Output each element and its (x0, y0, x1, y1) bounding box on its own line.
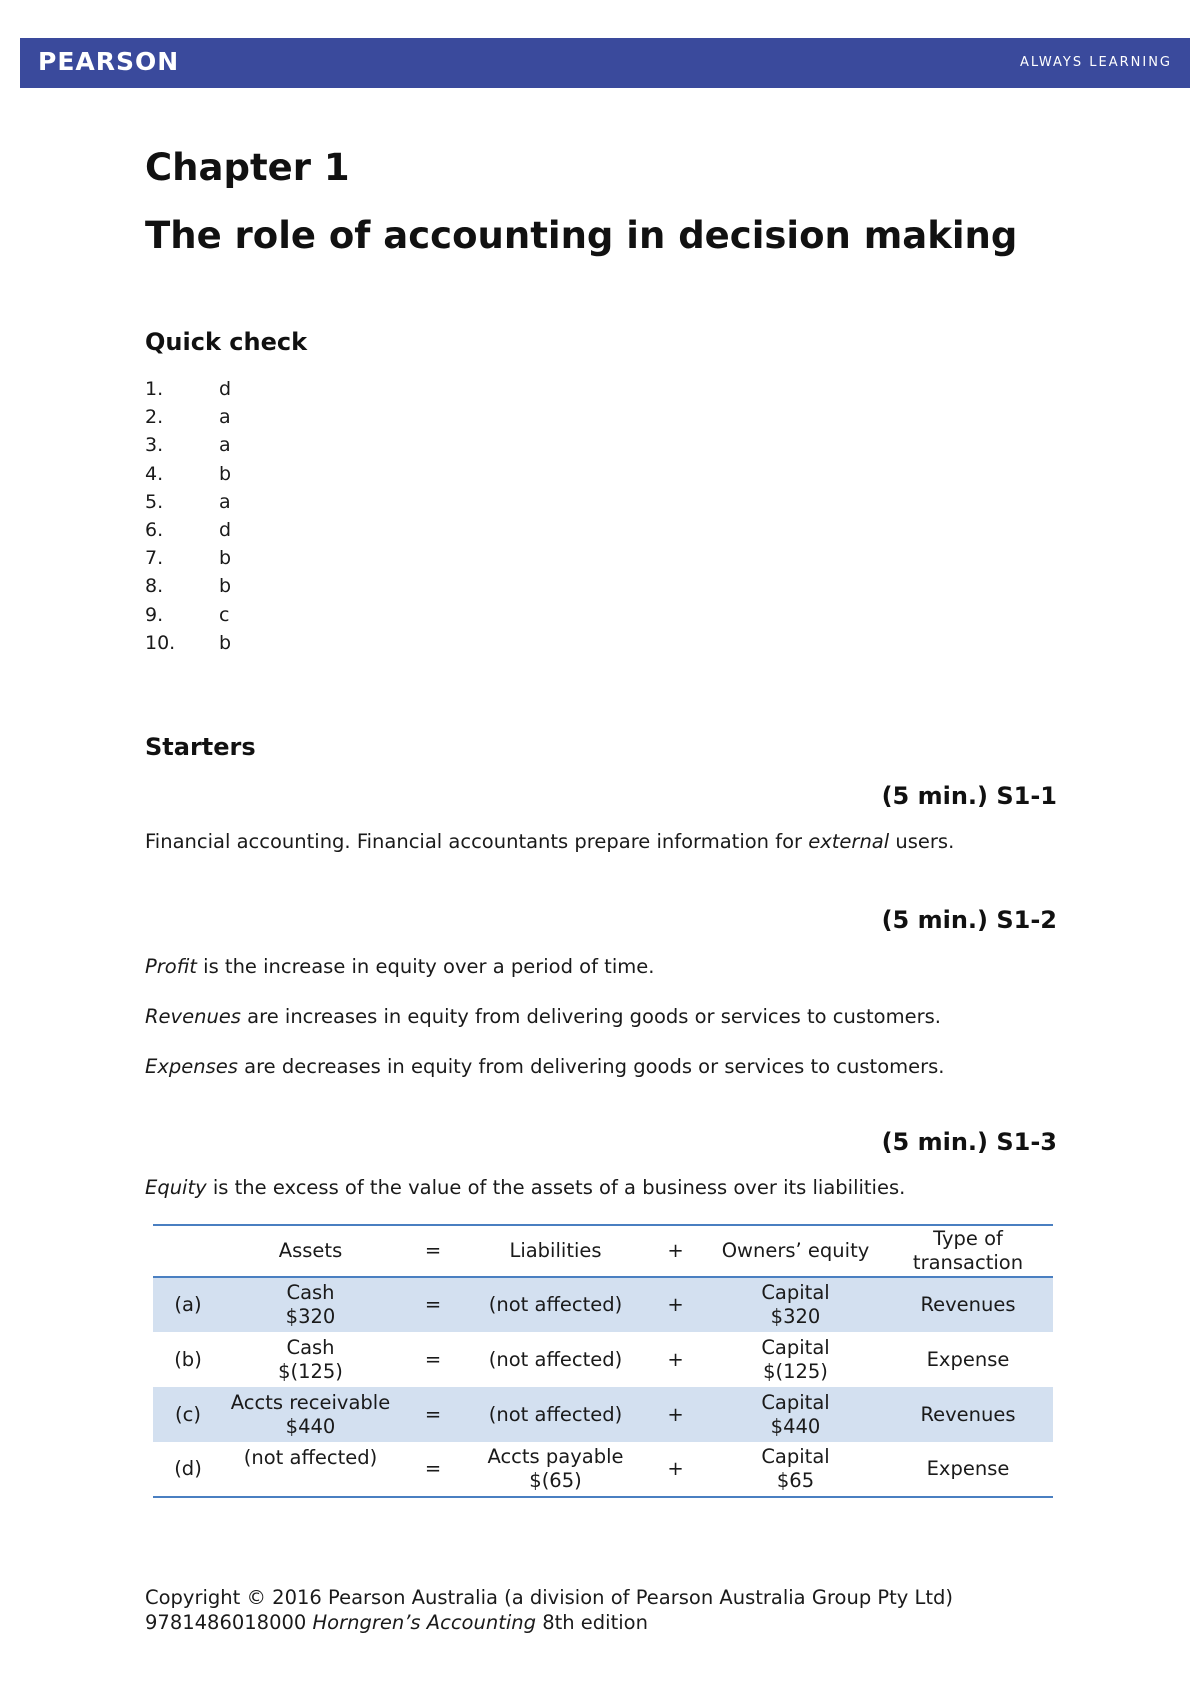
term: Revenues (145, 1005, 241, 1028)
s1-3-text (145, 1176, 905, 1199)
equity-account: Capital (761, 1390, 830, 1414)
equity-amount: $65 (776, 1469, 815, 1492)
item-number: 9. (145, 603, 164, 626)
table-row (153, 1277, 1053, 1332)
row-id: (c) (175, 1402, 201, 1426)
header-id (153, 1225, 223, 1277)
definition: are increases in equity from delivering goods or services to customers. (240, 1005, 941, 1028)
equity-cell (708, 1442, 883, 1497)
item-number: 1. (145, 378, 164, 400)
header-type (883, 1225, 1053, 1277)
term: Profit (145, 955, 197, 978)
assets-value: (not affected) (243, 1446, 378, 1469)
s1-2-line-profit (145, 955, 654, 978)
item-answer: d (219, 378, 232, 400)
table-row (153, 1332, 1053, 1387)
equity-account: Capital (761, 1281, 830, 1304)
item-answer: a (219, 406, 231, 429)
assets-cell (223, 1277, 398, 1332)
assets-cell (223, 1442, 398, 1497)
equity-cell (708, 1387, 883, 1442)
item-answer: b (219, 575, 232, 598)
row-id: (d) (174, 1457, 202, 1480)
equity-amount: $440 (770, 1414, 821, 1438)
s1-1-text-emphasis: external (808, 830, 890, 853)
table-row (153, 1387, 1053, 1442)
header-equals: = (398, 1225, 468, 1277)
term: Equity (145, 1176, 207, 1199)
liabilities-cell (468, 1387, 643, 1442)
equals-cell: = (424, 1402, 442, 1426)
header-banner (20, 38, 1190, 88)
term: Expenses (145, 1055, 238, 1078)
plus-cell: + (667, 1402, 684, 1426)
type-cell: Expense (926, 1457, 1010, 1480)
item-number: 5. (145, 490, 164, 513)
type-cell: Revenues (920, 1402, 1016, 1426)
equity-amount: $(125) (763, 1359, 828, 1383)
liabilities-cell (468, 1277, 643, 1332)
item-answer: a (219, 434, 231, 457)
accounting-equation-table (153, 1224, 1053, 1498)
header-assets: Assets (223, 1225, 398, 1277)
item-answer: b (219, 631, 232, 654)
equity-amount: $320 (770, 1305, 821, 1328)
exercise-label-s1-3: (5 min.) S1-3 (881, 1128, 1057, 1156)
s1-2-line-revenues (145, 1005, 941, 1028)
item-number: 3. (145, 434, 164, 457)
type-cell: Expense (926, 1347, 1010, 1371)
plus-cell: + (667, 1347, 684, 1371)
assets-amount: $320 (285, 1305, 336, 1328)
copyright-line: Copyright © 2016 Pearson Australia (a division of Pearson Australia Group Pty Ltd) (145, 1586, 954, 1609)
equity-cell (708, 1332, 883, 1387)
starters-heading: Starters (145, 733, 256, 761)
item-answer: b (219, 547, 232, 570)
liabilities-value: (not affected) (488, 1293, 623, 1316)
item-number: 6. (145, 518, 164, 541)
assets-account: Accts receivable (230, 1390, 391, 1414)
assets-account: Cash (286, 1281, 335, 1304)
equity-account: Capital (761, 1445, 830, 1468)
s1-2-line-expenses (145, 1055, 945, 1078)
definition: is the excess of the value of the assets of a business over its liabilities. (206, 1176, 906, 1199)
exercise-label-s1-1: (5 min.) S1-1 (881, 782, 1057, 810)
assets-cell (223, 1387, 398, 1442)
book-info-line (145, 1610, 953, 1635)
isbn: 9781486018000 (145, 1611, 313, 1634)
item-number: 4. (145, 462, 164, 485)
book-title: Horngren’s Accounting (312, 1611, 536, 1634)
item-number: 2. (145, 406, 164, 429)
equals-cell: = (424, 1347, 442, 1371)
s1-1-text-end: users. (889, 830, 955, 853)
chapter-title: The role of accounting in decision making (145, 214, 1018, 257)
liabilities-value: (not affected) (488, 1402, 623, 1426)
definition: is the increase in equity over a period of time. (196, 955, 655, 978)
header-type-line1: Type of (933, 1227, 1003, 1250)
chapter-label: Chapter 1 (145, 146, 350, 189)
definition: are decreases in equity from delivering goods or services to customers. (237, 1055, 945, 1078)
item-number: 8. (145, 575, 164, 598)
row-id: (b) (174, 1347, 202, 1371)
header-type-line2: transaction (912, 1251, 1024, 1274)
equity-cell (708, 1277, 883, 1332)
s1-1-text (145, 830, 954, 853)
table-header-row (153, 1225, 1053, 1277)
assets-amount: $(125) (278, 1359, 343, 1383)
tagline: ALWAYS LEARNING (1019, 55, 1172, 70)
item-number: 7. (145, 547, 164, 570)
assets-account: Cash (286, 1335, 335, 1359)
liabilities-value: (not affected) (488, 1347, 623, 1371)
item-answer: d (219, 518, 232, 541)
item-number: 10. (145, 631, 176, 654)
header-liabilities: Liabilities (468, 1225, 643, 1277)
equals-cell: = (424, 1457, 442, 1480)
header-owners-equity: Owners’ equity (708, 1225, 883, 1277)
liabilities-cell (468, 1442, 643, 1497)
table-row (153, 1442, 1053, 1497)
exercise-label-s1-2: (5 min.) S1-2 (881, 906, 1057, 934)
edition: 8th edition (536, 1611, 648, 1634)
liabilities-cell (468, 1332, 643, 1387)
assets-cell (223, 1332, 398, 1387)
s1-1-text-start: Financial accounting. Financial accountants prepare information for (145, 830, 809, 853)
item-answer: a (219, 490, 231, 513)
liabilities-account: Accts payable (487, 1445, 624, 1468)
liabilities-amount: $(65) (529, 1469, 582, 1492)
row-id: (a) (174, 1293, 202, 1316)
type-cell: Revenues (920, 1293, 1016, 1316)
assets-amount: $440 (285, 1414, 336, 1438)
plus-cell: + (667, 1457, 684, 1480)
equity-account: Capital (761, 1335, 830, 1359)
page-footer (145, 1585, 953, 1635)
quick-check-heading: Quick check (145, 328, 308, 356)
item-answer: c (219, 603, 230, 626)
pearson-logo: PEARSON (38, 47, 180, 76)
plus-cell: + (667, 1293, 684, 1316)
item-answer: b (219, 462, 232, 485)
equals-cell: = (424, 1293, 442, 1316)
header-plus: + (643, 1225, 708, 1277)
